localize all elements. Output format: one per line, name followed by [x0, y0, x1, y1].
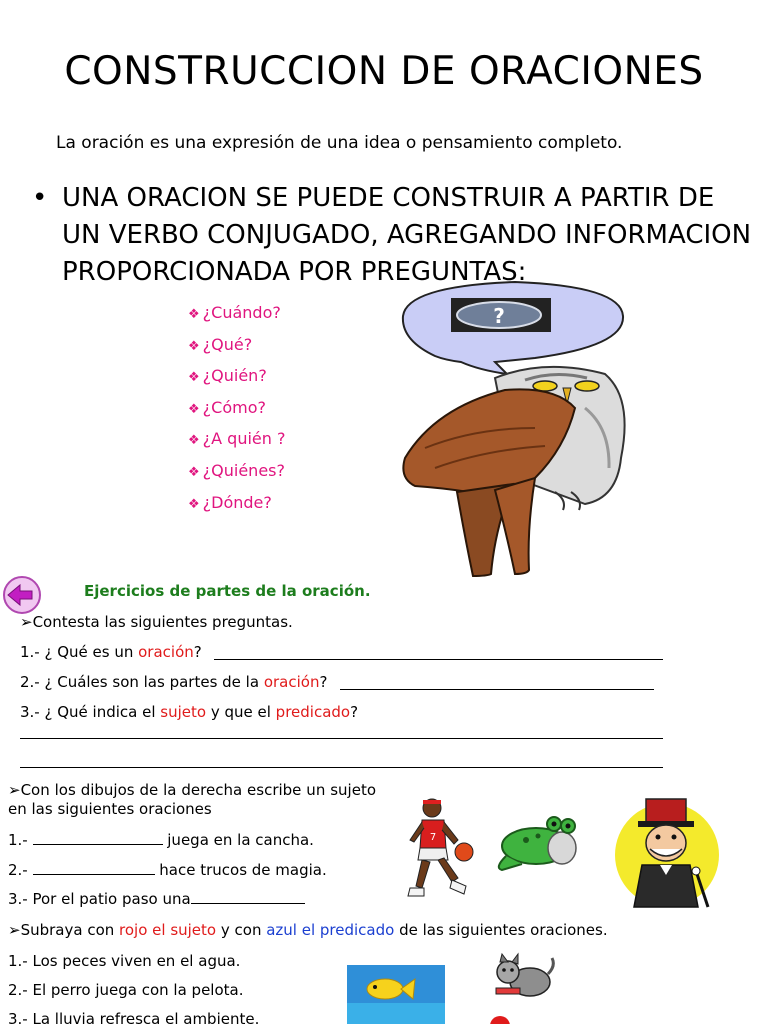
question-3: 3.- ¿ Qué indica el sujeto y que el predicado?	[20, 703, 359, 721]
page-title: CONSTRUCCION DE ORACIONES	[64, 49, 704, 94]
owl-illustration	[395, 278, 635, 578]
back-arrow-button[interactable]	[2, 575, 42, 615]
basketball-player-icon	[404, 796, 478, 902]
instruction-answer: ➢Contesta las siguientes preguntas.	[20, 613, 293, 631]
answer-line-3b[interactable]	[20, 767, 663, 768]
dog-icon	[492, 952, 556, 1002]
exercises-title: Ejercicios de partes de la oración.	[84, 582, 371, 600]
fish-icon	[347, 965, 445, 1024]
list-item: ❖ ¿Cómo?	[188, 397, 266, 417]
list-item: ❖ ¿Qué?	[188, 334, 253, 354]
question-list	[188, 298, 285, 519]
svg-text:7: 7	[429, 832, 437, 843]
question-2: 2.- ¿ Cuáles son las partes de la oración?	[20, 673, 328, 691]
arrow-marker: ➢	[8, 781, 21, 799]
ball-icon	[488, 1014, 512, 1024]
list-item: ❖ ¿Cuándo?	[188, 303, 281, 322]
diamond-marker: ❖	[188, 496, 200, 512]
answer-line-1[interactable]	[214, 659, 663, 660]
blank-3[interactable]	[191, 902, 305, 904]
bullet-statement	[32, 180, 752, 291]
diamond-marker: ❖	[188, 370, 200, 386]
oracion-1: 1.- Los peces viven en el agua.	[8, 952, 241, 970]
bullet-text: UNA ORACION SE PUEDE CONSTRUIR A PARTIR DE UN VERBO CONJUGADO, AGREGANDO INFORMACION PROPORCIONADA POR PREGUNTAS:	[62, 183, 752, 287]
magician-icon	[612, 795, 722, 913]
blank-1[interactable]	[33, 843, 163, 845]
instruction-underline: ➢Subraya con rojo el sujeto y con azul el predicado de las siguientes oraciones.	[8, 921, 608, 939]
bullet-dot: •	[32, 183, 48, 213]
blank-2[interactable]	[33, 873, 155, 875]
diamond-marker: ❖	[188, 338, 200, 354]
speech-balloon-icon	[403, 282, 623, 374]
instruction-subject: ➢Con los dibujos de la derecha escribe un sujeto en las siguientes oraciones	[8, 781, 376, 818]
sentence-3: 3.- Por el patio paso una	[8, 889, 305, 909]
diamond-marker: ❖	[188, 433, 200, 449]
sentence-1: 1.- juega en la cancha.	[8, 831, 314, 849]
arrow-marker: ➢	[20, 613, 33, 631]
list-item: ❖ ¿Quiénes?	[188, 460, 285, 480]
question-1: 1.- ¿ Qué es un oración?	[20, 643, 202, 661]
answer-line-2[interactable]	[340, 689, 654, 690]
svg-text:?: ?	[493, 304, 505, 328]
sentence-2: 2.- hace trucos de magia.	[8, 861, 327, 879]
oracion-2: 2.- El perro juega con la pelota.	[8, 981, 244, 999]
frog-icon	[492, 810, 582, 874]
answer-line-3a[interactable]	[20, 738, 663, 739]
diamond-marker: ❖	[188, 401, 200, 417]
list-item: ❖ ¿Quién?	[188, 366, 267, 386]
owl-icon	[403, 367, 624, 576]
list-item: ❖ ¿Dónde?	[188, 492, 272, 512]
diamond-marker: ❖	[188, 307, 200, 322]
arrow-marker: ➢	[8, 921, 21, 939]
intro-text: La oración es una expresión de una idea o pensamiento completo.	[56, 133, 623, 153]
diamond-marker: ❖	[188, 464, 200, 480]
list-item: ❖ ¿A quién ?	[188, 429, 286, 449]
oracion-3: 3.- La lluvia refresca el ambiente.	[8, 1010, 260, 1028]
